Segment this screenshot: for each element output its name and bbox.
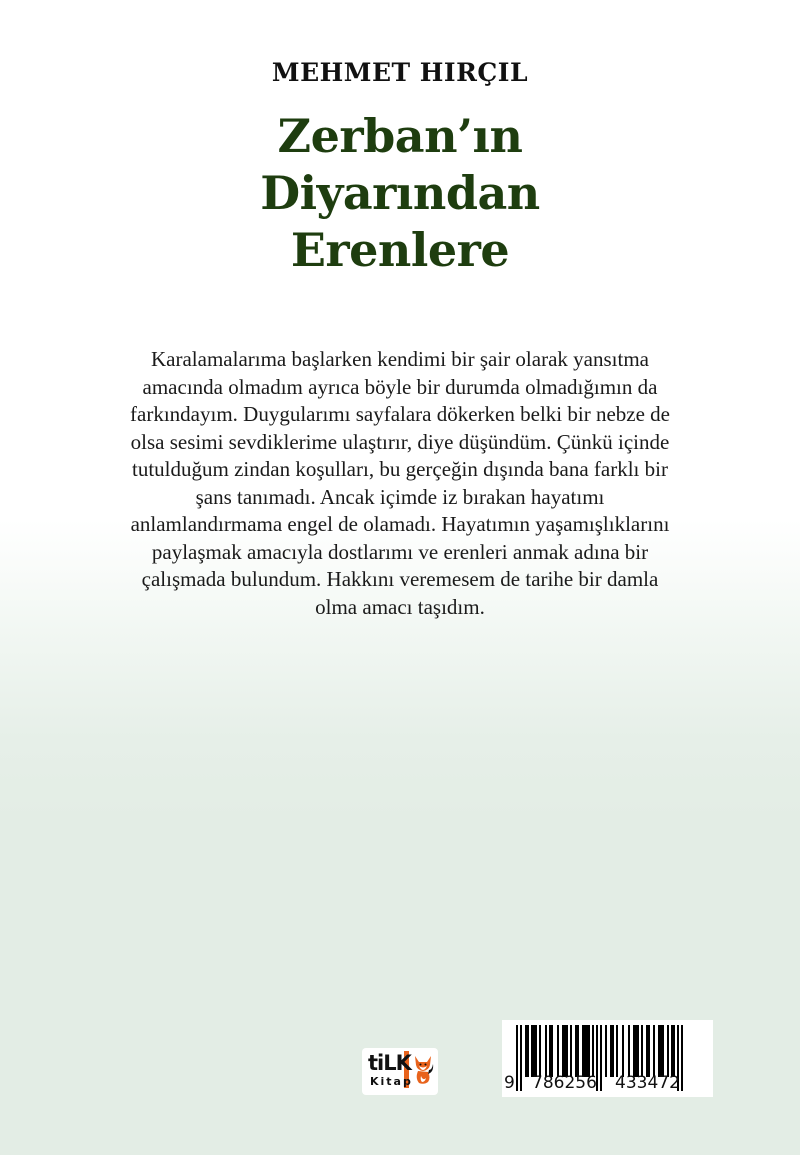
fox-icon — [412, 1054, 434, 1086]
blurb-line: amacında olmadım ayrıca böyle bir durumda olmadığımın da — [142, 374, 658, 399]
isbn-prefix: 9 — [504, 1073, 515, 1093]
blurb-line: paylaşmak amacıyla dostlarımı ve erenleri anmak adına bir — [151, 539, 649, 564]
blurb-line: farkındayım. Duygularımı sayfalara dökerken belki bir nebze de — [130, 402, 670, 426]
blurb-line: çalışmada bulundum. Hakkını veremesem de tarihe bir damla — [141, 567, 659, 591]
title-line: Erenlere — [290, 223, 510, 277]
publisher-logo — [362, 1048, 438, 1095]
blurb-line: şans tanımadı. Ancak içimde iz bırakan hayatımı — [195, 484, 605, 509]
title-line: Diyarından — [260, 166, 540, 220]
blurb-line: Karalamalarıma başlarken kendimi bir şair olarak yansıtma — [151, 347, 649, 371]
blurb-line: olsa sesimi sevdiklerime ulaştırır, diye düşündüm. Çünkü içinde — [130, 429, 670, 454]
blurb-line: tutulduğum zindan koşulları, bu gerçeğin dışında bana farklı bir — [132, 457, 668, 481]
logo-wordmark: tiLK — [368, 1051, 411, 1075]
blurb-line: olma amacı taşıdım. — [315, 594, 485, 619]
isbn-group-right: 433472 — [615, 1073, 680, 1093]
author-name: MEHMET HIRÇIL — [271, 58, 529, 87]
isbn-group-left: 786256 — [532, 1073, 597, 1093]
book-title — [0, 108, 800, 279]
isbn-barcode — [502, 1020, 713, 1097]
blurb-line: anlamlandırmama engel de olamadı. Hayatımın yaşamışlıklarını — [130, 512, 670, 536]
title-line: Zerban’ın — [277, 109, 523, 163]
logo-subtitle: Kitap — [370, 1075, 413, 1088]
back-cover-blurb — [80, 346, 720, 621]
